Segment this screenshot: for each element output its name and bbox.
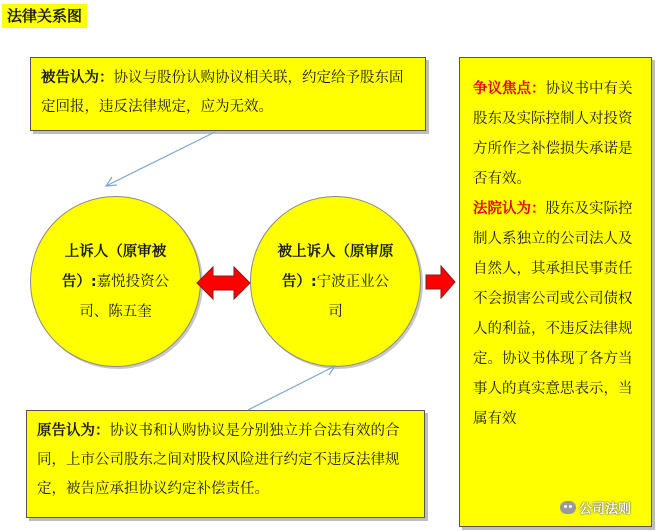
defendant-opinion-box	[30, 57, 426, 131]
dispute-focus-paragraph	[473, 74, 639, 194]
court-opinion-paragraph	[473, 194, 639, 434]
page-title: 法律关系图	[2, 4, 87, 28]
court-opinion-label: 法院认为：	[473, 201, 546, 217]
appellant-circle	[30, 196, 201, 367]
defendant-opinion-label: 被告认为：	[41, 70, 114, 86]
right-arrow-icon	[426, 266, 455, 298]
defendant-connector-arrow	[106, 132, 215, 186]
double-arrow-icon	[197, 267, 250, 299]
appellee-parties: 宁波正业公司	[316, 273, 390, 320]
watermark-text: 公司法则	[579, 502, 632, 517]
appellee-role-label: 被上诉人（原审原告）:	[277, 243, 394, 290]
dispute-focus-text: 协议书中有关股东及实际控制人对投资方所作之补偿损失承诺是否有效。	[473, 81, 633, 187]
plaintiff-opinion-text: 协议书和认购协议是分别独立并合法有效的合同，上市公司股东之间对股权风险进行约定不违反法律规定，被告应承担协议约定补偿责任。	[37, 423, 400, 497]
plaintiff-connector-arrow	[248, 366, 335, 410]
appellee-circle	[250, 196, 421, 367]
watermark	[560, 498, 631, 517]
plaintiff-opinion-box	[26, 410, 425, 518]
defendant-opinion-text: 协议与股份认购协议相关联，约定给予股东固定回报，违反法律规定，应为无效。	[41, 70, 404, 115]
dispute-focus-label: 争议焦点：	[473, 81, 546, 97]
plaintiff-opinion-label: 原告认为：	[37, 423, 110, 439]
wechat-icon	[560, 501, 576, 514]
court-analysis-box	[459, 57, 652, 527]
court-opinion-text: 股东及实际控制人系独立的公司法人及自然人，其承担民事责任不会损害公司或公司债权人的利益，不违反法律规定。协议书体现了各方当事人的真实意思表示，当属有效	[473, 201, 633, 427]
appellant-role-label: 上诉人（原审被告）:	[61, 243, 167, 290]
appellant-parties: 嘉悦投资公司、陈五奎	[79, 273, 170, 320]
